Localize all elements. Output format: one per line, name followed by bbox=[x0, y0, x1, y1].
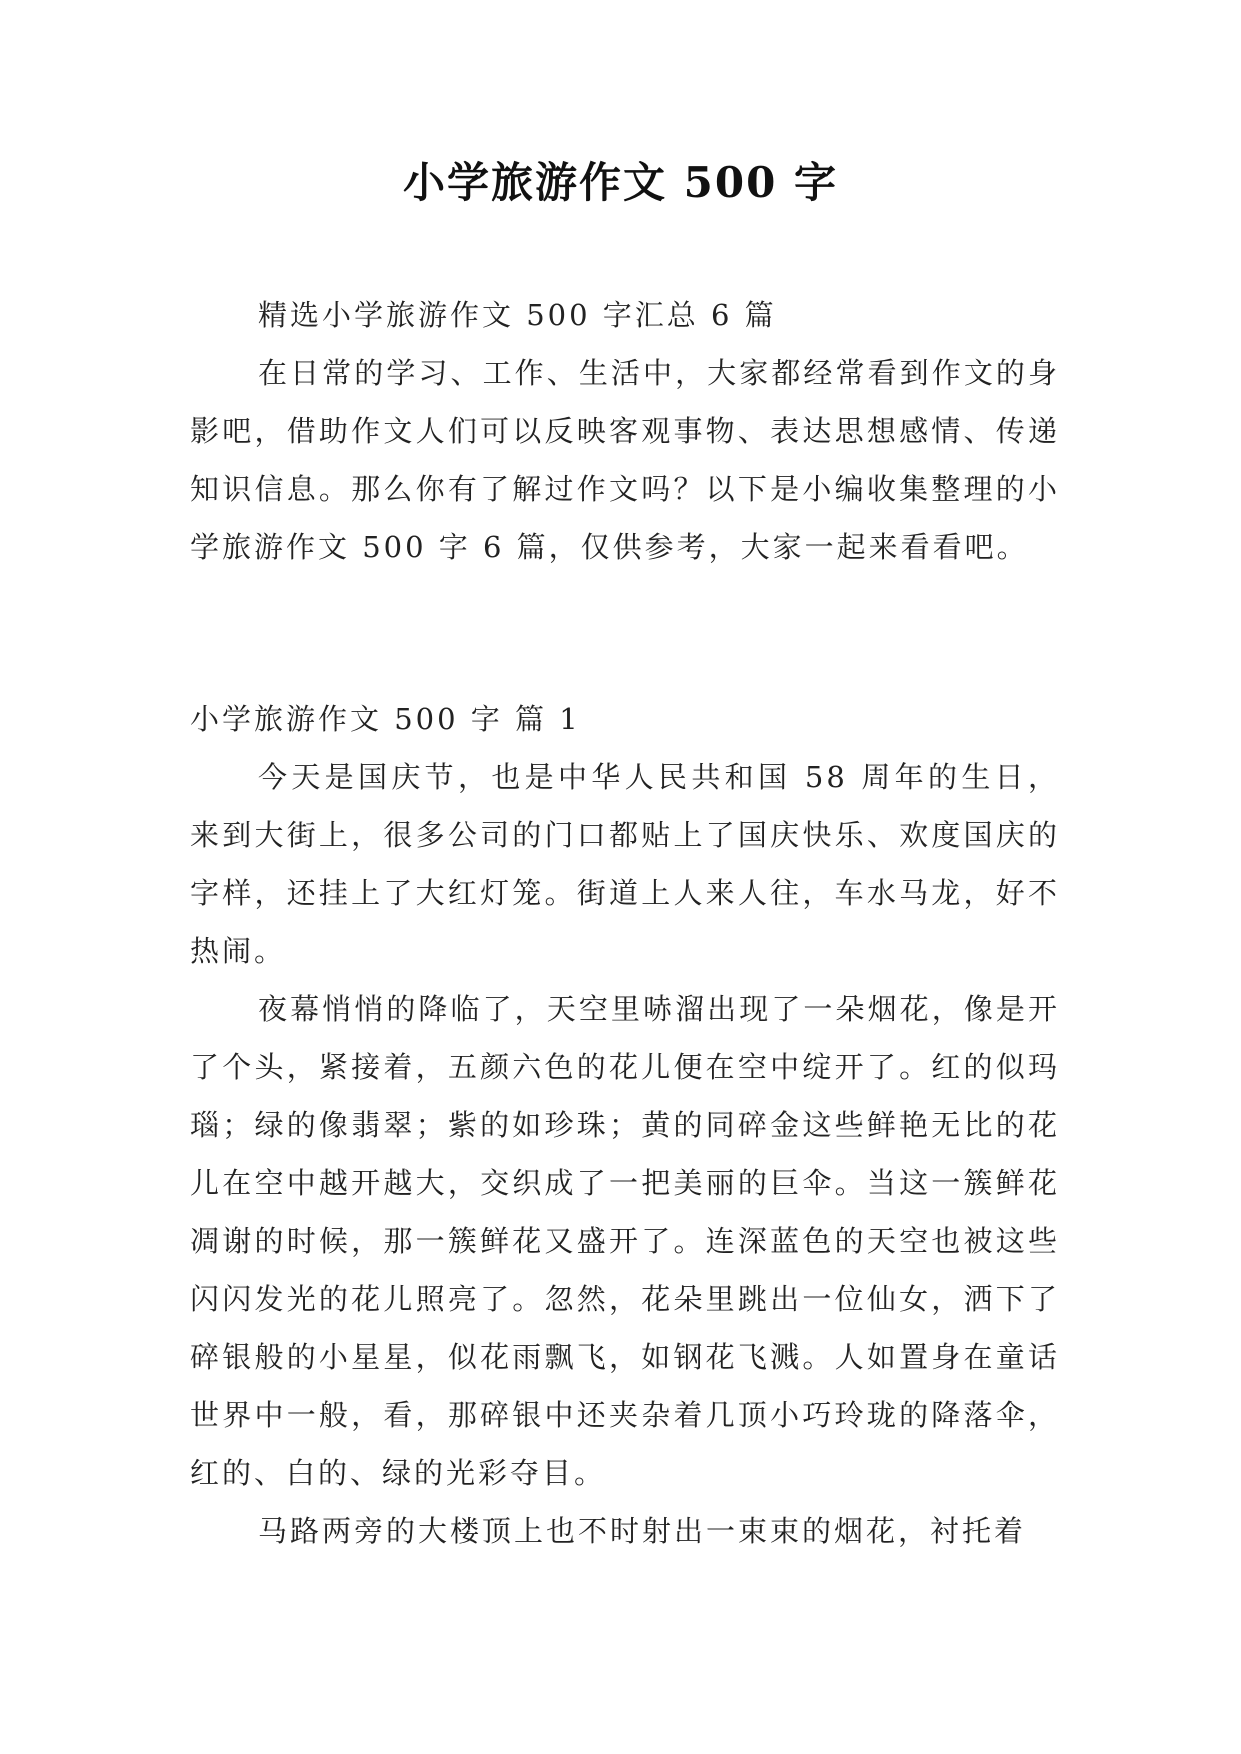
intro-block bbox=[190, 286, 1060, 576]
intro-paragraph: 在日常的学习、工作、生活中，大家都经常看到作文的身影吧，借助作文人们可以反映客观事物、表达思想感情、传递知识信息。那么你有了解过作文吗？以下是小编收集整理的小学旅游作文 500 字 6 篇，仅供参考，大家一起来看看吧。 bbox=[190, 356, 1060, 564]
section-paragraph: 马路两旁的大楼顶上也不时射出一束束的烟花，衬托着 bbox=[258, 1514, 1027, 1548]
document-subtitle: 精选小学旅游作文 500 字汇总 6 篇 bbox=[258, 298, 777, 332]
section-1 bbox=[190, 690, 1060, 1560]
section-paragraph: 今天是国庆节，也是中华人民共和国 58 周年的生日，来到大街上，很多公司的门口都贴上了国庆快乐、欢度国庆的字样，还挂上了大红灯笼。街道上人来人往，车水马龙，好不热闹。 bbox=[190, 760, 1060, 968]
section-heading: 小学旅游作文 500 字 篇 1 bbox=[190, 702, 581, 736]
page-title: 小学旅游作文 500 字 bbox=[403, 158, 838, 207]
section-paragraph: 夜幕悄悄的降临了，天空里哧溜出现了一朵烟花，像是开了个头，紧接着，五颜六色的花儿便在空中绽开了。红的似玛瑙；绿的像翡翠；紫的如珍珠；黄的同碎金这些鲜艳无比的花儿在空中越开越大，交织成了一把美丽的巨伞。当这一簇鲜花凋谢的时候，那一簇鲜花又盛开了。连深蓝色的天空也被这些闪闪发光的花儿照亮了。忽然，花朵里跳出一位仙女，洒下了碎银般的小星星，似花雨飘飞，如钢花飞溅。人如置身在童话世界中一般，看，那碎银中还夹杂着几顶小巧玲珑的降落伞，红的、白的、绿的光彩夺目。 bbox=[190, 992, 1060, 1490]
